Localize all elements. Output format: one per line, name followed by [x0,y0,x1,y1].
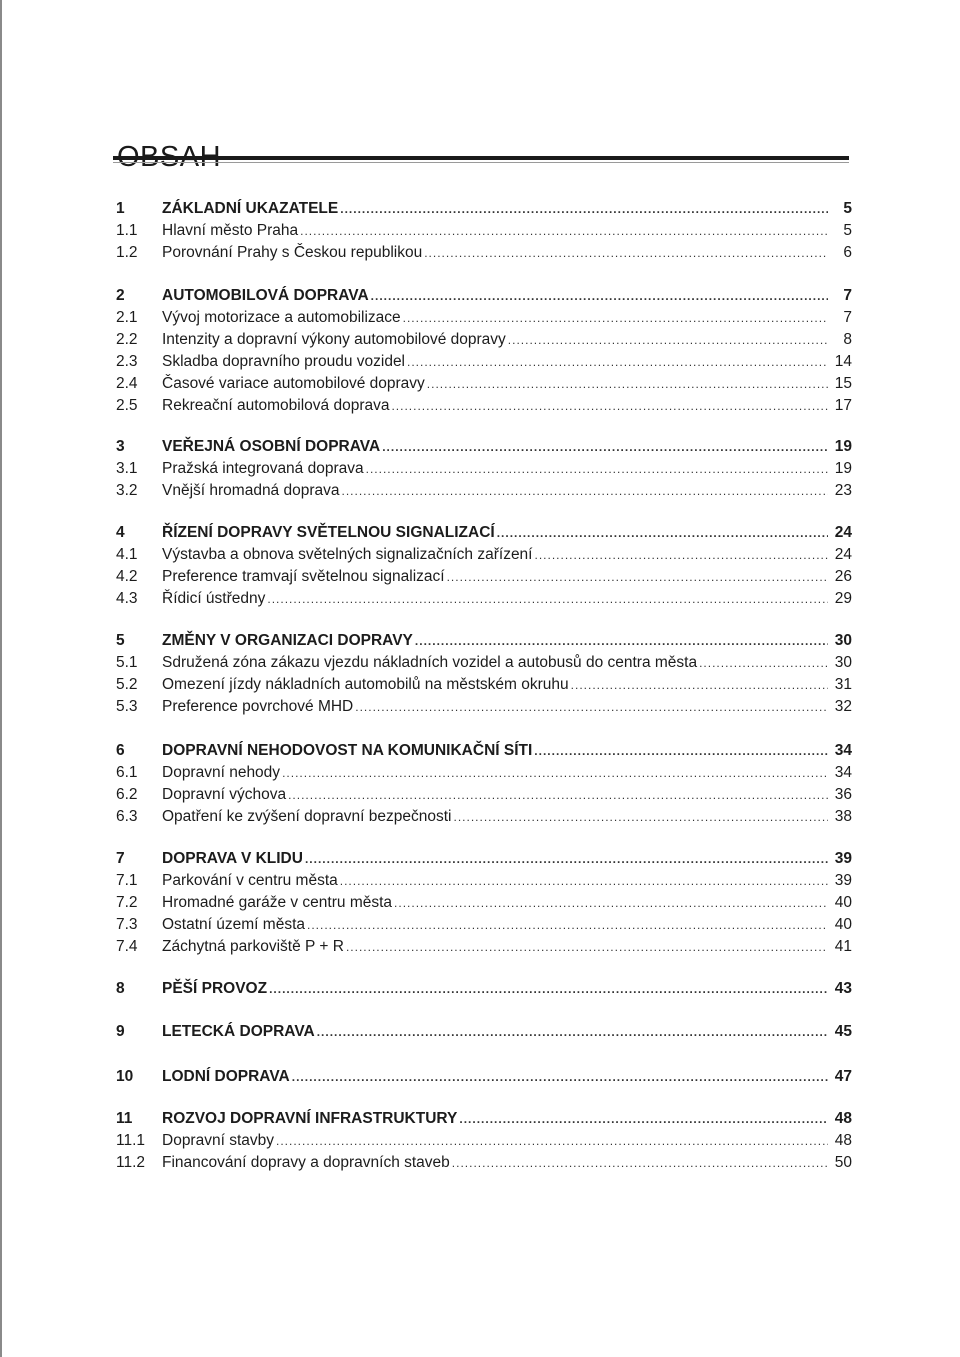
toc-page-number: 23 [834,482,852,499]
toc-leader-dots [415,634,828,648]
title-rule-thin [113,162,849,163]
toc-title: Vývoj motorizace a automobilizace [162,309,401,326]
toc-number: 3.1 [116,460,138,477]
toc-section-row [116,698,852,720]
toc-title: ZÁKLADNÍ UKAZATELE [162,200,339,217]
toc-title: Pražská integrovaná doprava [162,460,364,477]
toc-title: DOPRAVA V KLIDU [162,850,303,867]
toc-number: 7.3 [116,916,138,933]
toc-section-row [116,894,852,916]
toc-leader-dots [699,656,828,670]
toc-title: Hlavní město Praha [162,222,299,239]
toc-leader-dots [305,852,828,866]
toc-chapter-row [116,632,852,654]
toc-title: Hromadné garáže v centru města [162,894,393,911]
toc-section-row [116,872,852,894]
toc-number: 7 [116,850,125,867]
toc-section-row [116,460,852,482]
toc-section-row [116,309,852,331]
toc-title: VEŘEJNÁ OSOBNÍ DOPRAVA [162,438,381,455]
toc-number: 1.1 [116,222,138,239]
toc-title: LODNÍ DOPRAVA [162,1068,290,1085]
toc-number: 11.1 [116,1132,146,1149]
toc-title: ZMĚNY V ORGANIZACI DOPRAVY [162,632,413,649]
toc-page-number: 36 [834,786,852,803]
toc-leader-dots [535,548,829,562]
toc-leader-dots [288,788,828,802]
toc-leader-dots [424,246,828,260]
toc-chapter-row [116,287,852,309]
toc-title: ROZVOJ DOPRAVNÍ INFRASTRUKTURY [162,1110,458,1127]
toc-title: Ostatní území města [162,916,305,933]
toc-chapter-row [116,1068,852,1090]
toc-title: Porovnání Prahy s Českou republikou [162,244,423,261]
toc-title: Záchytná parkoviště P + R [162,938,344,955]
toc-page-number: 50 [834,1154,852,1171]
toc-section-row [116,397,852,419]
toc-leader-dots [267,592,828,606]
toc-number: 8 [116,980,125,997]
toc-page-number: 47 [834,1068,852,1085]
toc-page-number: 41 [834,938,852,955]
toc-page-number: 14 [834,353,852,370]
toc-chapter-row [116,850,852,872]
toc-number: 4 [116,524,125,541]
toc-section-row [116,568,852,590]
toc-title: Řídicí ústředny [162,590,266,607]
scan-edge-line [0,0,2,1357]
toc-number: 5.1 [116,654,138,671]
toc-section-row [116,546,852,568]
toc-page-number: 48 [834,1110,852,1127]
toc-number: 7.4 [116,938,138,955]
toc-number: 1 [116,200,125,217]
toc-leader-dots [391,399,828,413]
toc-number: 2 [116,287,125,304]
toc-leader-dots [269,982,828,996]
toc-number: 5.2 [116,676,138,693]
toc-chapter-row [116,200,852,222]
toc-page-number: 39 [834,872,852,889]
toc-number: 4.1 [116,546,138,563]
toc-page-number: 39 [834,850,852,867]
toc-number: 10 [116,1068,134,1085]
toc-leader-dots [447,570,828,584]
toc-page-number: 34 [834,742,852,759]
toc-number: 5.3 [116,698,138,715]
toc-chapter-row [116,524,852,546]
toc-title: PĚŠÍ PROVOZ [162,980,268,997]
toc-number: 4.3 [116,590,138,607]
toc-leader-dots [427,377,828,391]
toc-chapter-row [116,742,852,764]
toc-page-number: 29 [834,590,852,607]
toc-leader-dots [355,700,828,714]
toc-leader-dots [300,224,828,238]
toc-number: 7.2 [116,894,138,911]
toc-page-number: 26 [834,568,852,585]
toc-page-number: 7 [843,309,852,326]
toc-number: 6.2 [116,786,138,803]
toc-title: Dopravní stavby [162,1132,274,1149]
toc-leader-dots [342,484,828,498]
toc-leader-dots [403,311,828,325]
toc-title: Preference tramvají světelnou signalizací [162,568,445,585]
toc-number: 6.3 [116,808,138,825]
toc-section-row [116,654,852,676]
toc-page-number: 45 [834,1023,852,1040]
toc-number: 6 [116,742,125,759]
toc-number: 2.1 [116,309,138,326]
toc-title: Parkování v centru města [162,872,338,889]
toc-title: Intenzity a dopravní výkony automobilové dopravy [162,331,506,348]
toc-page-number: 40 [834,916,852,933]
toc-page-number: 5 [843,222,852,239]
toc-leader-dots [534,744,828,758]
toc-leader-dots [307,918,828,932]
toc-page-number: 32 [834,698,852,715]
toc-title: Omezení jízdy nákladních automobilů na městském okruhu [162,676,569,693]
toc-number: 9 [116,1023,125,1040]
toc-section-row [116,1154,852,1176]
toc-chapter-row [116,438,852,460]
toc-leader-dots [371,289,828,303]
toc-number: 3.2 [116,482,138,499]
toc-section-row [116,808,852,830]
toc-title: Časové variace automobilové dopravy [162,375,425,392]
toc-page-number: 6 [843,244,852,261]
toc-number: 7.1 [116,872,138,889]
toc-section-row [116,353,852,375]
toc-section-row [116,786,852,808]
toc-chapter-row [116,1023,852,1045]
toc-page-number: 19 [834,460,852,477]
toc-title: Sdružená zóna zákazu vjezdu nákladních vozidel a autobusů do centra města [162,654,698,671]
toc-title: Rekreační automobilová doprava [162,397,390,414]
toc-number: 4.2 [116,568,138,585]
toc-section-row [116,590,852,612]
toc-section-row [116,244,852,266]
toc-number: 11 [116,1110,133,1127]
toc-leader-dots [452,1156,828,1170]
toc-page-number: 7 [843,287,852,304]
toc-title: ŘÍZENÍ DOPRAVY SVĚTELNOU SIGNALIZACÍ [162,524,495,541]
toc-title: Dopravní nehody [162,764,281,781]
toc-leader-dots [292,1070,828,1084]
toc-title: AUTOMOBILOVÁ DOPRAVA [162,287,369,304]
toc-section-row [116,764,852,786]
toc-section-row [116,1132,852,1154]
toc-title: LETECKÁ DOPRAVA [162,1023,315,1040]
toc-page-number: 15 [834,375,852,392]
toc-number: 3 [116,438,125,455]
toc-leader-dots [571,678,828,692]
toc-title: Vnější hromadná doprava [162,482,340,499]
toc-title: Výstavba a obnova světelných signalizačních zařízení [162,546,533,563]
toc-section-row [116,676,852,698]
toc-title: Skladba dopravního proudu vozidel [162,353,406,370]
toc-page-number: 31 [834,676,852,693]
toc-title: Preference povrchové MHD [162,698,354,715]
toc-page-number: 38 [834,808,852,825]
toc-page-number: 40 [834,894,852,911]
toc-number: 2.4 [116,375,138,392]
toc-leader-dots [382,440,828,454]
toc-page-number: 19 [834,438,852,455]
toc-section-row [116,938,852,960]
toc-number: 11.2 [116,1154,146,1171]
toc-page-number: 24 [834,546,852,563]
toc-page-number: 34 [834,764,852,781]
toc-title: Opatření ke zvýšení dopravní bezpečnosti [162,808,452,825]
toc-section-row [116,482,852,504]
toc-number: 2.3 [116,353,138,370]
toc-chapter-row [116,1110,852,1132]
toc-page-number: 43 [834,980,852,997]
toc-leader-dots [317,1025,828,1039]
toc-section-row [116,916,852,938]
toc-section-row [116,331,852,353]
toc-section-row [116,375,852,397]
toc-leader-dots [340,874,828,888]
toc-number: 2.5 [116,397,138,414]
toc-number: 6.1 [116,764,138,781]
toc-number: 5 [116,632,125,649]
toc-page-number: 24 [834,524,852,541]
toc-leader-dots [346,940,828,954]
toc-page-number: 17 [834,397,852,414]
toc-title: DOPRAVNÍ NEHODOVOST NA KOMUNIKAČNÍ SÍTI [162,742,533,759]
toc-leader-dots [454,810,829,824]
toc-leader-dots [340,202,828,216]
toc-page-number: 30 [834,632,852,649]
toc-section-row [116,222,852,244]
toc-leader-dots [459,1112,828,1126]
toc-number: 2.2 [116,331,138,348]
toc-title: Financování dopravy a dopravních staveb [162,1154,450,1171]
toc-title: Dopravní výchova [162,786,287,803]
toc-leader-dots [497,526,828,540]
toc-leader-dots [366,462,828,476]
toc-leader-dots [508,333,828,347]
toc-page-number: 5 [843,200,852,217]
toc-leader-dots [276,1134,828,1148]
toc-page-number: 8 [843,331,852,348]
toc-leader-dots [282,766,828,780]
toc-leader-dots [394,896,828,910]
toc-page-number: 30 [834,654,852,671]
title-rule [113,156,849,160]
toc-leader-dots [407,355,828,369]
toc-page-number: 48 [834,1132,852,1149]
toc-number: 1.2 [116,244,138,261]
toc-chapter-row [116,980,852,1002]
